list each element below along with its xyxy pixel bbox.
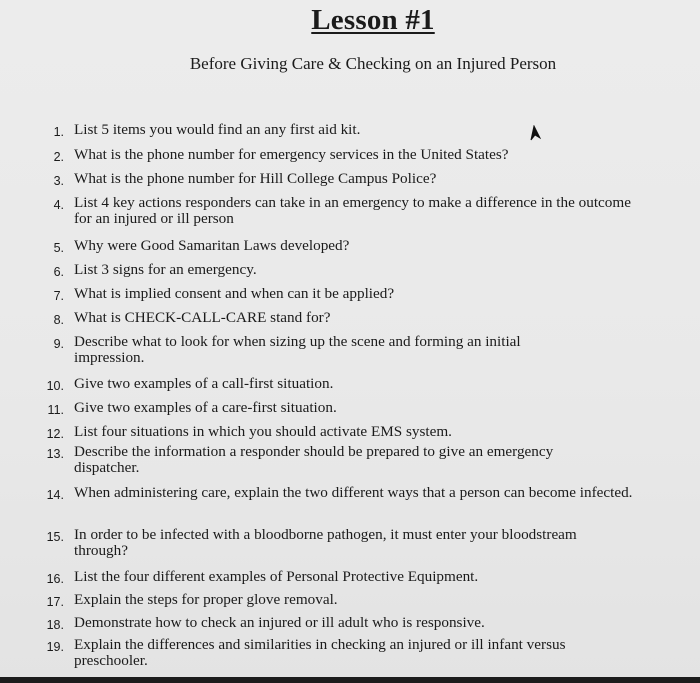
question-number: 10.: [46, 379, 64, 393]
question-number: 9.: [53, 337, 64, 351]
mouse-pointer-icon: [527, 125, 541, 141]
question-number: 4.: [53, 198, 64, 212]
question-number: 8.: [53, 313, 64, 327]
question-number: 16.: [46, 572, 64, 586]
question-text: List 3 signs for an emergency.: [74, 261, 257, 278]
question-number: 18.: [46, 618, 64, 632]
question-text: What is CHECK-CALL-CARE stand for?: [74, 309, 331, 326]
question-text: What is the phone number for Hill College Campus Police?: [74, 170, 437, 187]
question-text: List 5 items you would find an any first aid kit.: [74, 121, 361, 138]
question-text: Describe the information a responder should be prepared to give an emergency dispatcher.: [74, 443, 554, 476]
question-number: 3.: [53, 174, 64, 188]
question-text: Explain the steps for proper glove removal.: [74, 591, 338, 608]
question-number: 15.: [46, 530, 64, 544]
question-number: 17.: [46, 595, 64, 609]
question-text: List 4 key actions responders can take in an emergency to make a difference in the outcome for an injured or ill person: [74, 194, 631, 227]
page-title: Lesson #1: [311, 4, 435, 36]
bottom-edge-bar: [0, 677, 700, 683]
question-text: Describe what to look for when sizing up the scene and forming an initial impression.: [74, 333, 521, 366]
question-text: In order to be infected with a bloodborne pathogen, it must enter your bloodstream through?: [74, 526, 577, 559]
question-number: 12.: [46, 427, 64, 441]
question-number: 1.: [53, 125, 64, 139]
question-text: What is the phone number for emergency services in the United States?: [74, 146, 509, 163]
question-text: Give two examples of a call-first situation.: [74, 375, 334, 392]
question-number: 6.: [53, 265, 64, 279]
question-number: 2.: [53, 150, 64, 164]
question-number: 14.: [46, 488, 64, 502]
page-subtitle: Before Giving Care & Checking on an Injured Person: [189, 54, 557, 73]
question-number: 5.: [53, 241, 64, 255]
question-text: What is implied consent and when can it be applied?: [74, 285, 395, 302]
question-text: Explain the differences and similarities in checking an injured or ill infant versus preschooler.: [74, 636, 566, 669]
question-text: Why were Good Samaritan Laws developed?: [74, 237, 350, 254]
question-text: List the four different examples of Personal Protective Equipment.: [74, 568, 479, 585]
question-text: List four situations in which you should activate EMS system.: [74, 423, 452, 440]
question-number: 7.: [53, 289, 64, 303]
question-text: When administering care, explain the two different ways that a person can become infected.: [74, 484, 633, 501]
question-text: Give two examples of a care-first situation.: [74, 399, 337, 416]
question-number: 11.: [47, 403, 64, 417]
question-number: 13.: [46, 447, 64, 461]
question-number: 19.: [46, 640, 64, 654]
question-text: Demonstrate how to check an injured or ill adult who is responsive.: [74, 614, 485, 631]
